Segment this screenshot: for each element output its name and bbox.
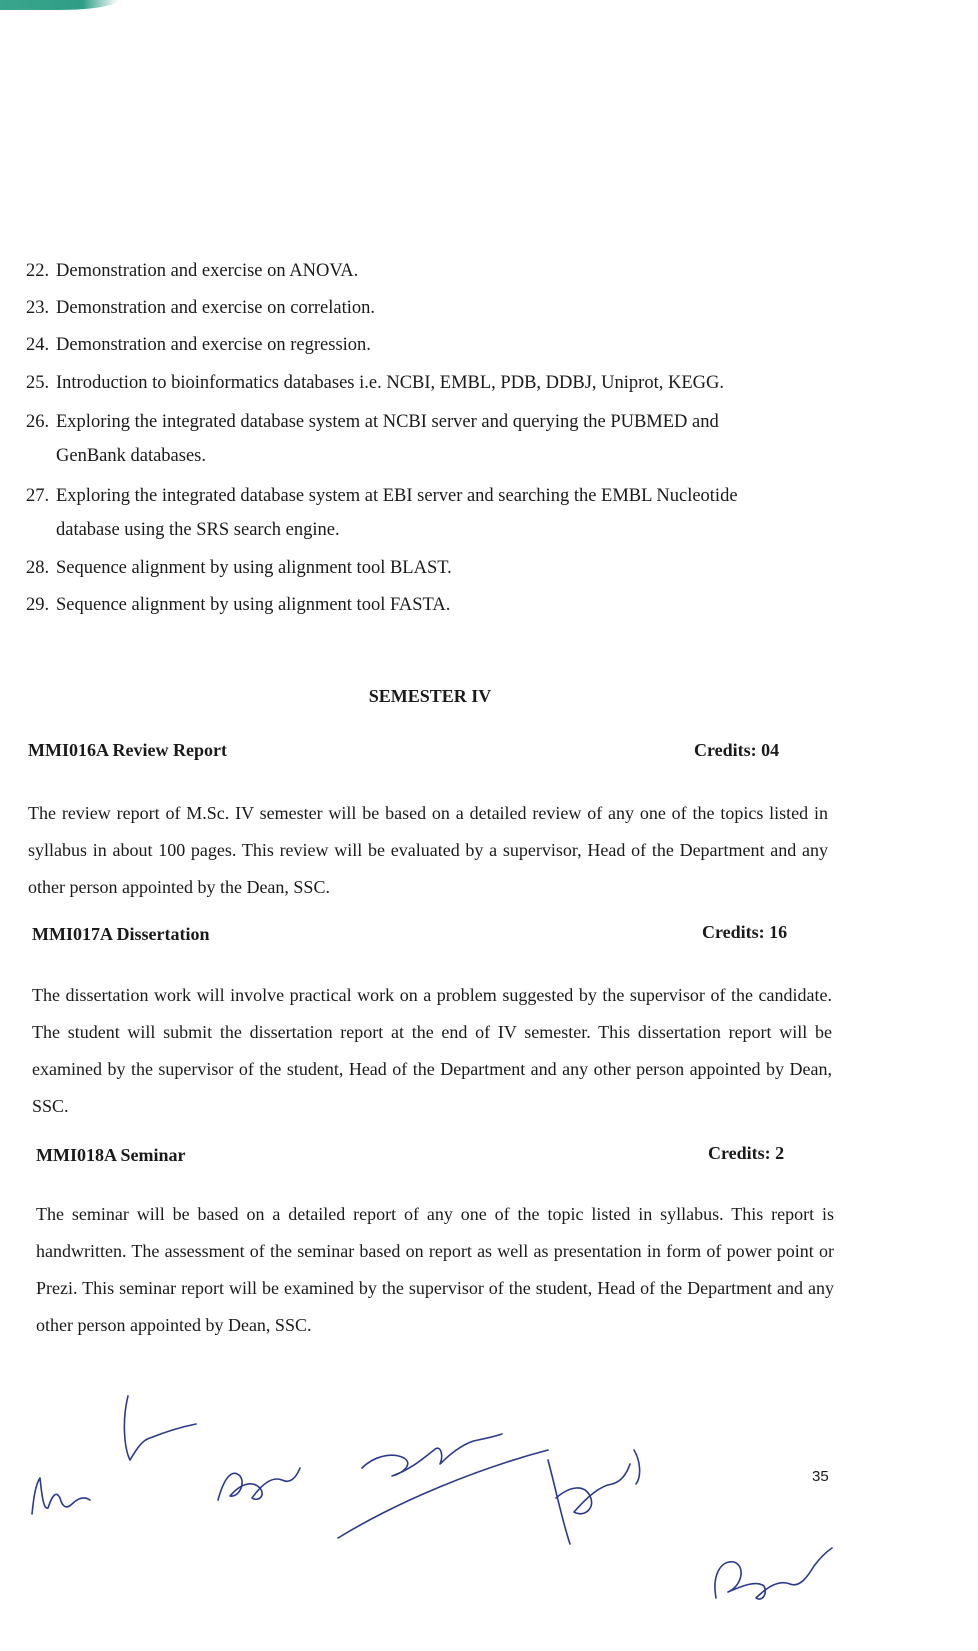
list-item-text: Demonstration and exercise on regression.	[56, 335, 371, 355]
course-description: The seminar will be based on a detailed report of any one of the topic listed in syllabus. This report is handwritten. The assessment of the seminar based on report as well as presentation in form of power point or Prezi. This seminar report will be examined by the supervisor of the student, Head of the Department and any other person appointed by Dean, SSC.	[36, 1204, 834, 1335]
course-description: The dissertation work will involve practical work on a problem suggested by the supervisor of the candidate. The student will submit the dissertation report at the end of IV semester. This dissertation report will be examined by the supervisor of the student, Head of the Department and any other person appointed by Dean, SSC.	[32, 985, 832, 1116]
signatures-area	[0, 1380, 978, 1651]
signature-5	[715, 1548, 832, 1599]
course-title: MMI017A Dissertation	[32, 924, 210, 944]
course-credits: Credits: 04	[694, 740, 780, 760]
course-credits: Credits: 2	[708, 1143, 785, 1163]
list-item-number: 24.	[26, 335, 50, 355]
signature-4	[548, 1450, 640, 1544]
list-item	[26, 370, 846, 396]
list-item-number: 28.	[26, 558, 50, 578]
list-item-number: 25.	[26, 373, 50, 393]
signature-3	[338, 1434, 548, 1538]
list-item-text: Demonstration and exercise on correlation.	[56, 298, 376, 318]
list-item	[26, 483, 846, 540]
list-item-text: Exploring the integrated database system at NCBI server and querying the PUBMED and	[56, 412, 719, 432]
list-item	[26, 258, 846, 284]
signature-1	[32, 1396, 196, 1514]
list-item-number: 26.	[26, 412, 50, 432]
course-title: MMI016A Review Report	[28, 740, 227, 760]
list-item-text: Demonstration and exercise on ANOVA.	[56, 261, 359, 281]
course-description: The review report of M.Sc. IV semester will be based on a detailed review of any one of the topics listed in syllabus in about 100 pages. This review will be evaluated by a supervisor, Head of the Department and any other person appointed by the Dean, SSC.	[28, 803, 828, 897]
list-item	[26, 555, 846, 581]
page-number: 35	[812, 1468, 829, 1485]
course-credits: Credits: 16	[702, 922, 788, 942]
list-item-continuation: GenBank databases.	[56, 446, 207, 466]
list-item-text: Sequence alignment by using alignment tool FASTA.	[56, 595, 451, 615]
course-title: MMI018A Seminar	[36, 1145, 186, 1165]
semester-heading: SEMESTER IV	[368, 686, 492, 706]
list-item-text: Introduction to bioinformatics databases i.e. NCBI, EMBL, PDB, DDBJ, Uniprot, KEGG.	[56, 373, 724, 393]
list-item	[26, 592, 846, 618]
list-item-continuation: database using the SRS search engine.	[56, 520, 340, 540]
list-item	[26, 409, 846, 466]
list-item-number: 29.	[26, 595, 50, 615]
list-item	[26, 295, 846, 321]
list-item	[26, 332, 846, 358]
signature-2	[218, 1468, 300, 1500]
list-item-number: 27.	[26, 486, 50, 506]
list-item-text: Sequence alignment by using alignment tool BLAST.	[56, 558, 452, 578]
list-item-number: 22.	[26, 261, 50, 281]
list-item-number: 23.	[26, 298, 50, 318]
list-item-text: Exploring the integrated database system at EBI server and searching the EMBL Nucleotide	[56, 486, 738, 506]
